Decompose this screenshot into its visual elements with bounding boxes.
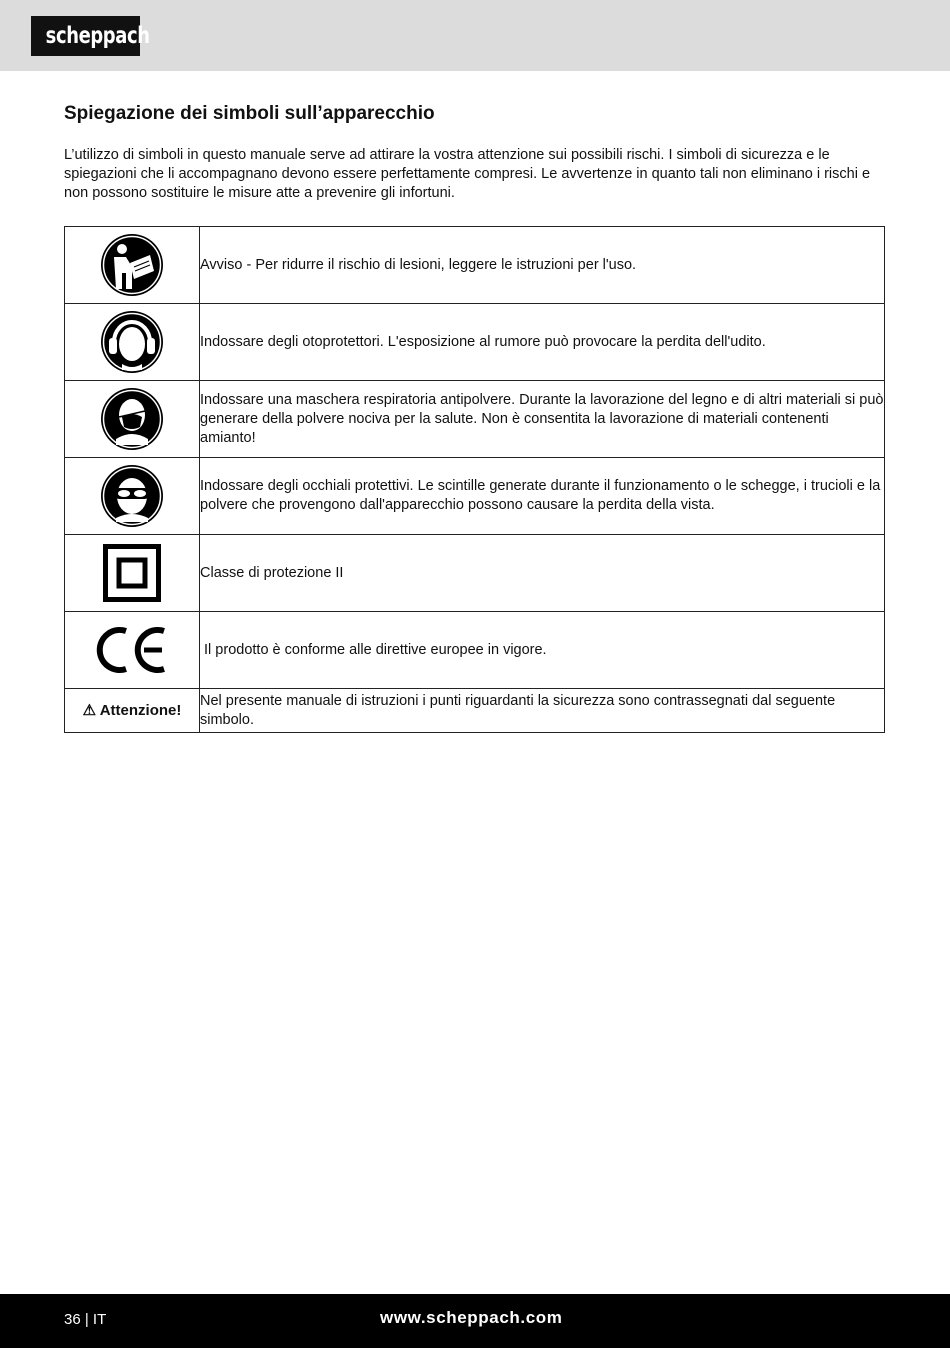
table-row <box>65 612 885 689</box>
table-row <box>65 458 885 535</box>
protection-class-ii-icon <box>103 544 161 602</box>
dust-mask-icon <box>100 387 164 451</box>
intro-paragraph: L’utilizzo di simboli in questo manuale serve ad attirare la vostra attenzione sui possibili rischi. I simboli di sicurezza e le spiegazioni che li accompagnano devono essere perfettamente compresi. Le avvertenze in quanto tali non eliminano i rischi e non possono sostituire le misure atte a prevenire gli infortuni. <box>64 147 871 201</box>
symbol-description: Classe di protezione II <box>200 535 885 612</box>
page-footer <box>0 1294 950 1348</box>
symbol-description: Nel presente manuale di istruzioni i punti riguardanti la sicurezza sono contrassegnati dal seguente simbolo. <box>200 689 885 733</box>
read-manual-icon <box>100 233 164 297</box>
symbol-description: Avviso - Per ridurre il rischio di lesioni, leggere le istruzioni per l'uso. <box>200 227 885 304</box>
table-row <box>65 689 885 733</box>
website-link[interactable]: www.scheppach.com <box>380 1308 563 1327</box>
table-row <box>65 381 885 458</box>
symbol-description: Il prodotto è conforme alle direttive europee in vigore. <box>200 612 885 689</box>
page-number: 36 | IT <box>64 1311 107 1328</box>
symbol-description: Indossare degli otoprotettori. L'esposizione al rumore può provocare la perdita dell'udito. <box>200 304 885 381</box>
table-row <box>65 535 885 612</box>
symbol-description: Indossare una maschera respiratoria antipolvere. Durante la lavorazione del legno e di altri materiali si può generare della polvere nociva per la salute. Non è consentita la lavorazione di materiali contenenti amianto! <box>200 381 885 458</box>
table-row <box>65 227 885 304</box>
scheppach-logo: scheppach <box>31 16 140 56</box>
page-title: Spiegazione dei simboli sull’apparecchio <box>64 103 435 124</box>
safety-goggles-icon <box>100 464 164 528</box>
page-header <box>0 0 950 71</box>
symbol-description: Indossare degli occhiali protettivi. Le scintille generate durante il funzionamento o le schegge, i trucioli e la polvere che provengono dall'apparecchio possono causare la perdita della vista. <box>200 458 885 535</box>
table-row <box>65 304 885 381</box>
ear-protection-icon <box>100 310 164 374</box>
symbols-table <box>64 226 885 733</box>
ce-mark-icon <box>96 624 168 676</box>
warning-triangle-icon: ⚠ Attenzione! <box>82 702 182 719</box>
